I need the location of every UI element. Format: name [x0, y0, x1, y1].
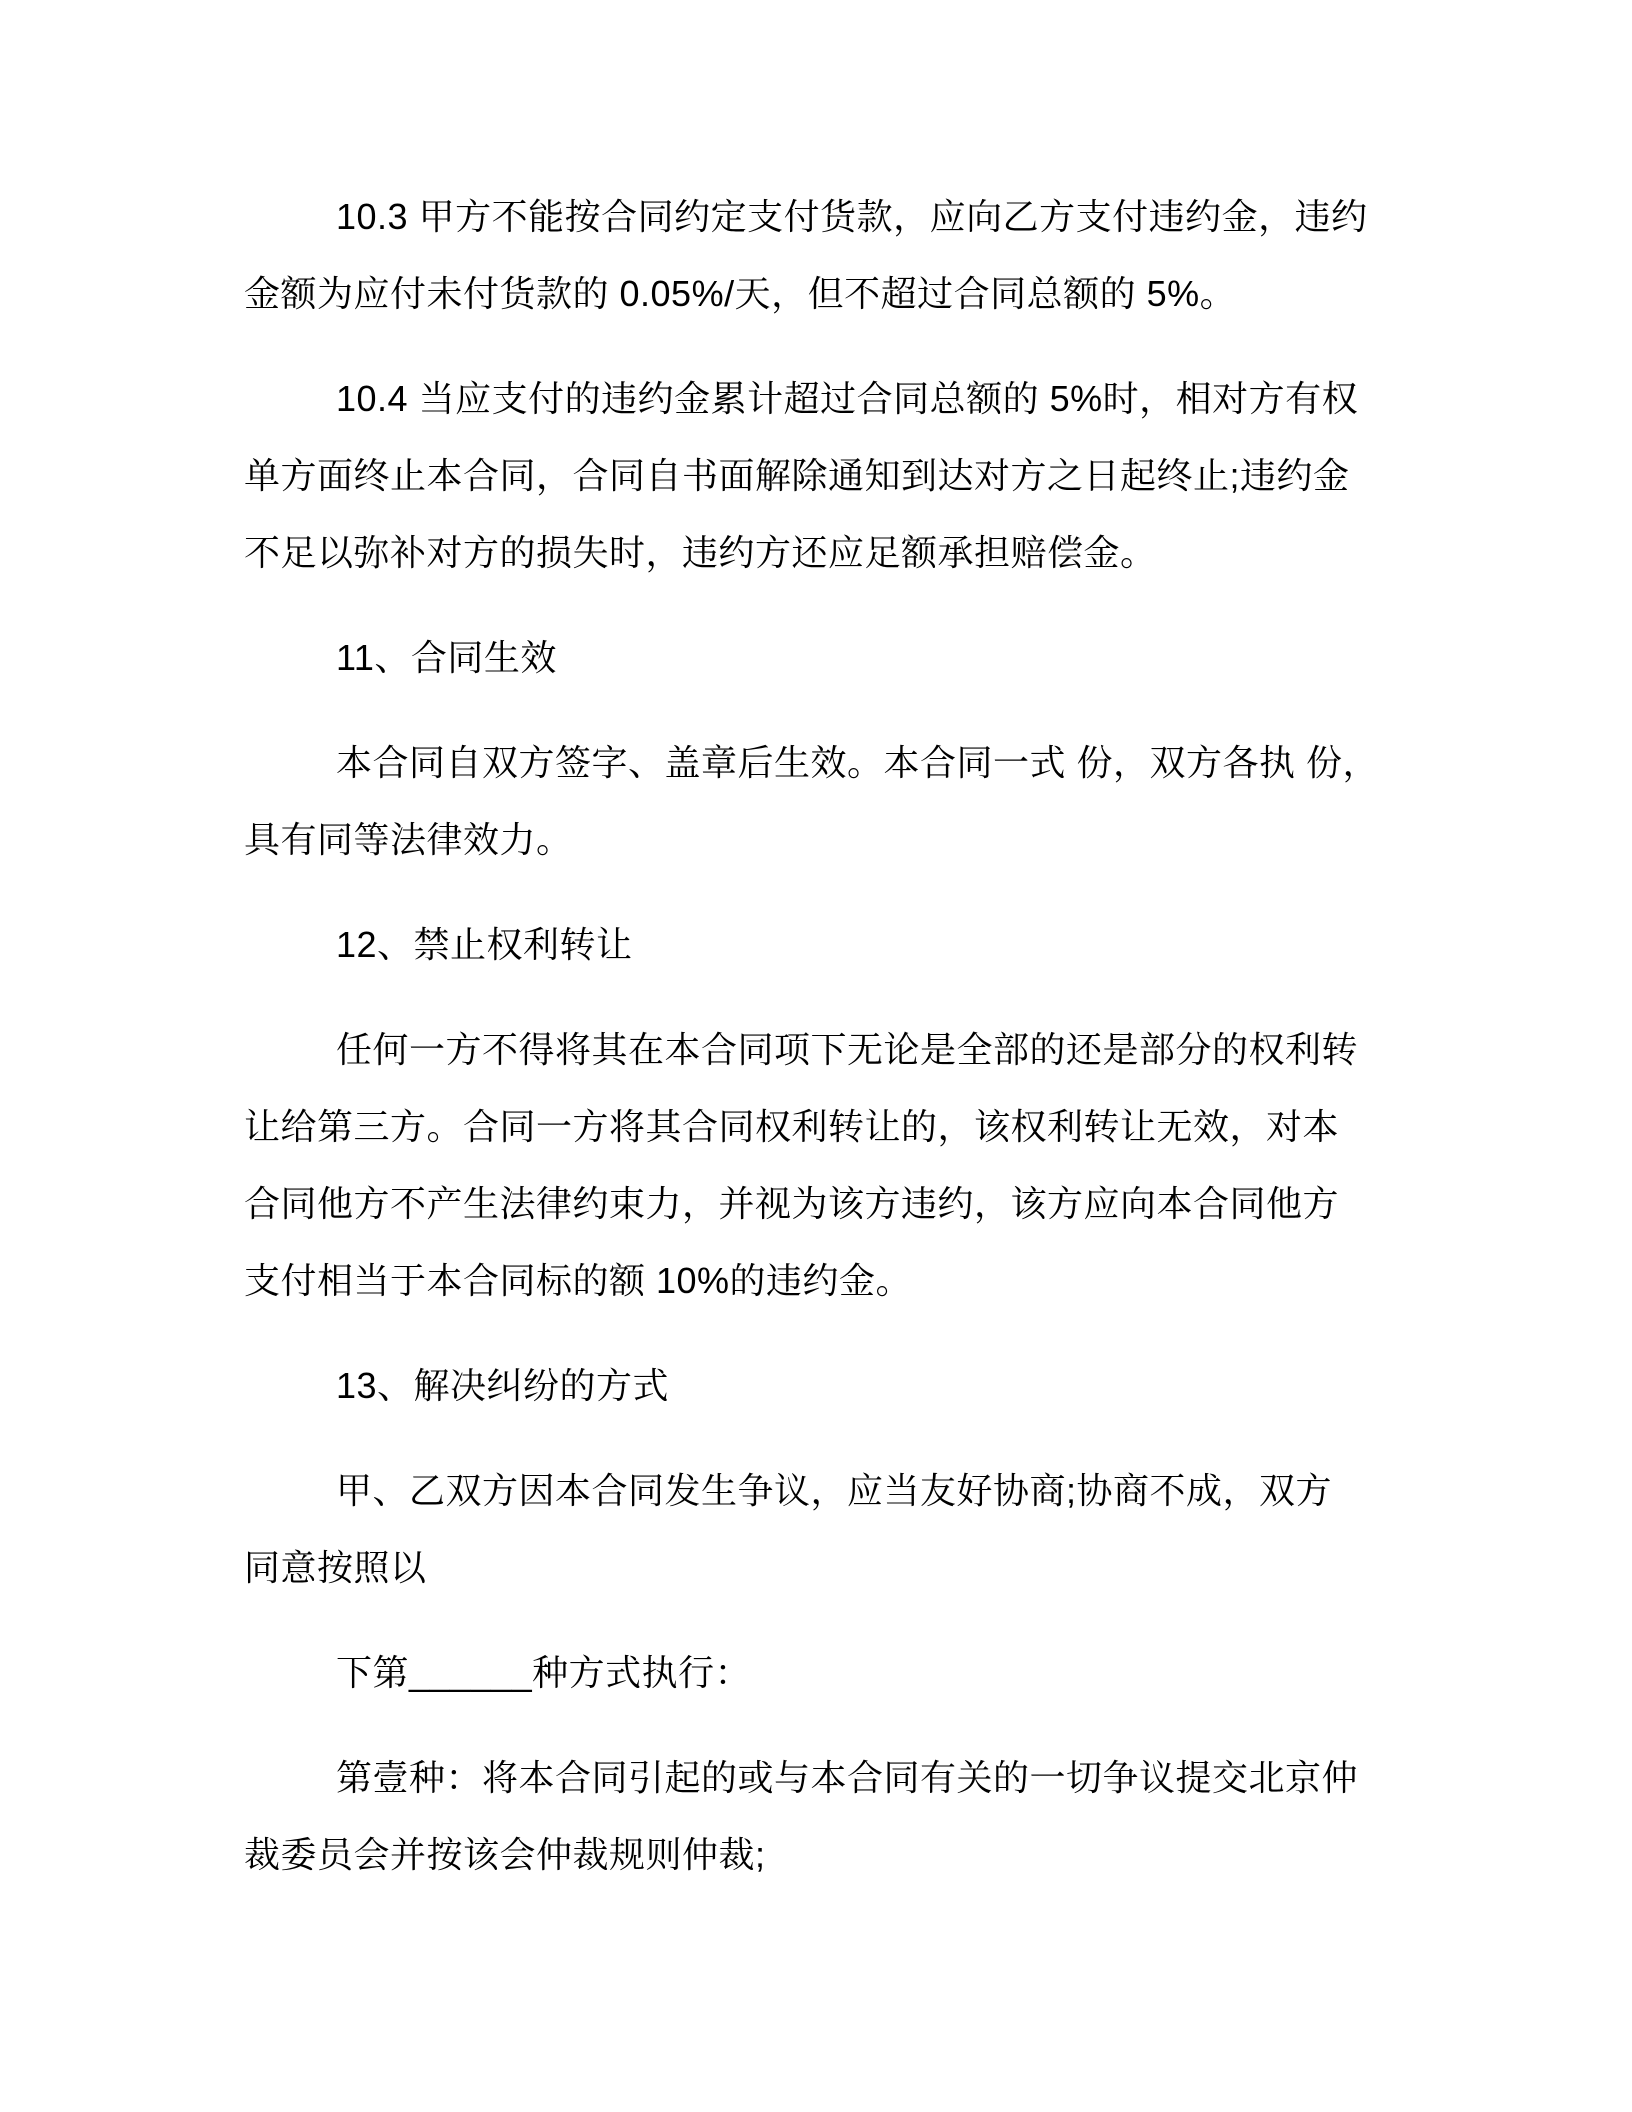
- heading-section-11: [244, 619, 1424, 696]
- paragraph-clause-13-body-1: [244, 1452, 1424, 1606]
- text-line: 让给第三方。合同一方将其合同权利转让的，该权利转让无效，对本: [244, 1106, 1340, 1147]
- paragraph-clause-13-body-2: [244, 1634, 1424, 1711]
- heading-section-13: [244, 1347, 1424, 1424]
- text-line: 第壹种：将本合同引起的或与本合同有关的一切争议提交北京仲: [336, 1757, 1359, 1798]
- text-line: 具有同等法律效力。: [244, 819, 573, 860]
- text-line: 裁委员会并按该会仲裁规则仲裁;: [244, 1834, 766, 1875]
- text-line: 金额为应付未付货款的 0.05%/天，但不超过合同总额的 5%。: [244, 273, 1237, 314]
- heading-section-12: [244, 906, 1424, 983]
- paragraph-clause-10-3: [244, 178, 1424, 332]
- paragraph-clause-11-body: [244, 724, 1424, 878]
- paragraph-clause-13-option-1: [244, 1739, 1424, 1893]
- text-line: 10.4 当应支付的违约金累计超过合同总额的 5%时，相对方有权: [336, 378, 1359, 419]
- document-content: [244, 178, 1424, 1921]
- text-line: 甲、乙双方因本合同发生争议，应当友好协商;协商不成，双方: [336, 1470, 1333, 1511]
- paragraph-clause-10-4: [244, 360, 1424, 591]
- text-line-with-blank: 下第______种方式执行：: [336, 1652, 752, 1693]
- heading-line: 11、合同生效: [336, 637, 557, 678]
- text-line: 同意按照以: [244, 1547, 427, 1588]
- text-line: 任何一方不得将其在本合同项下无论是全部的还是部分的权利转: [336, 1029, 1359, 1070]
- text-line: 10.3 甲方不能按合同约定支付货款，应向乙方支付违约金，违约: [336, 196, 1368, 237]
- text-line: 单方面终止本合同，合同自书面解除通知到达对方之日起终止;违约金: [244, 455, 1350, 496]
- text-line: 本合同自双方签字、盖章后生效。本合同一式 份，双方各执 份，: [336, 742, 1380, 783]
- paragraph-clause-12-body: [244, 1011, 1424, 1319]
- heading-line: 12、禁止权利转让: [336, 924, 633, 965]
- text-line: 支付相当于本合同标的额 10%的违约金。: [244, 1260, 913, 1301]
- heading-line: 13、解决纠纷的方式: [336, 1365, 670, 1406]
- text-line: 合同他方不产生法律约束力，并视为该方违约，该方应向本合同他方: [244, 1183, 1340, 1224]
- text-line: 不足以弥补对方的损失时，违约方还应足额承担赔偿金。: [244, 532, 1157, 573]
